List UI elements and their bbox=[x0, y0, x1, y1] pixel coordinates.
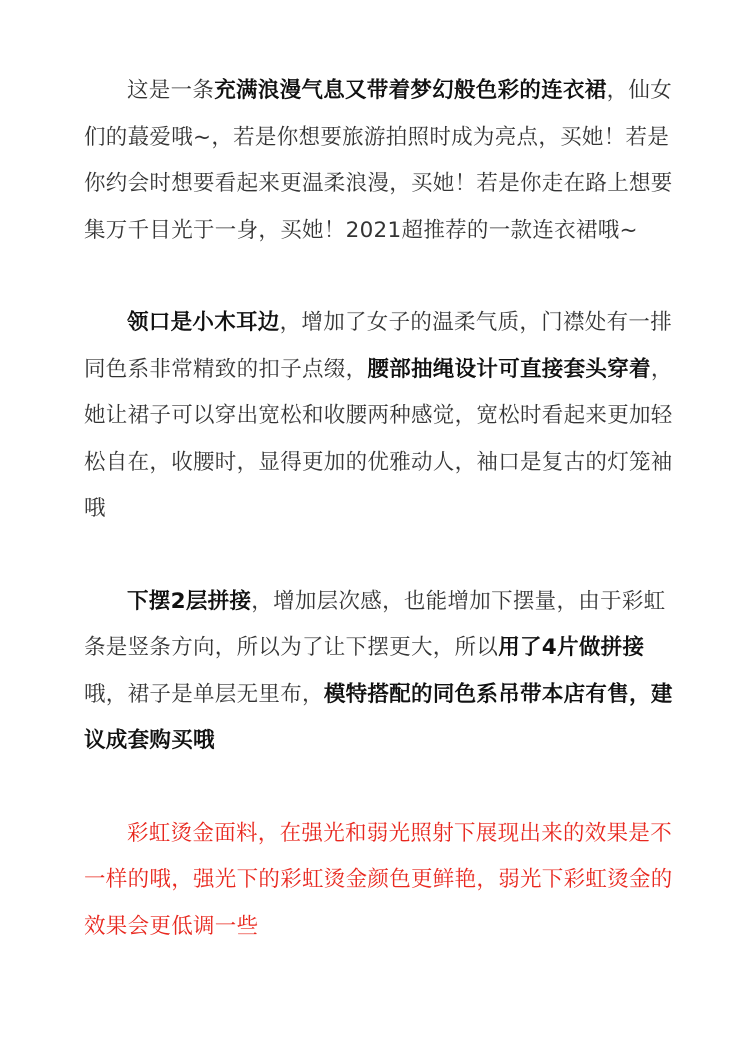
paragraph-hem bbox=[84, 579, 674, 765]
text-segment: ，增加了女子的温柔气质，门襟处有一排同色系非常精致的扣子点缀， bbox=[84, 310, 673, 382]
text-segment: ，她让裙子可以穿出宽松和收腰两种感觉，宽松时看起来更加轻松自在，收腰时，显得更加的优雅动人，袖口是复古的灯笼袖哦 bbox=[84, 356, 673, 521]
text-segment: ，仙女们的蕞爱哦~，若是你想要旅游拍照时成为亮点，买她！若是你约会时想要看起来更温柔浪漫，买她！若是你走在路上想要集万千目光于一身，买她！2021超推荐的一款连衣裙哦~ bbox=[84, 78, 673, 243]
text-segment-bold: 腰部抽绳设计可直接套头穿着 bbox=[367, 356, 651, 382]
text-segment-bold: 模特搭配的同色系吊带本店有售，建议成套购买哦 bbox=[84, 681, 673, 753]
paragraph-collar bbox=[84, 300, 674, 533]
text-segment: ，增加层次感，也能增加下摆量，由于彩虹条是竖条方向，所以为了让下摆更大，所以 bbox=[84, 588, 666, 660]
paragraph-intro bbox=[84, 68, 674, 254]
paragraph-fabric-note bbox=[84, 811, 674, 951]
text-segment: 哦，裙子是单层无里布， bbox=[84, 681, 324, 707]
text-segment: 这是一条 bbox=[127, 78, 215, 103]
text-segment: 彩虹烫金面料，在强光和弱光照射下展现出来的效果是不一样的哦，强光下的彩虹烫金颜色更鲜艳，弱光下彩虹烫金的效果会更低调一些 bbox=[84, 820, 673, 939]
text-segment-bold: 领口是小木耳边 bbox=[127, 310, 280, 335]
text-segment-bold: 下摆2层拼接 bbox=[127, 588, 252, 614]
text-segment-bold: 用了4片做拼接 bbox=[498, 635, 645, 660]
text-segment-bold: 充满浪漫气息又带着梦幻般色彩的连衣裙 bbox=[214, 78, 607, 103]
